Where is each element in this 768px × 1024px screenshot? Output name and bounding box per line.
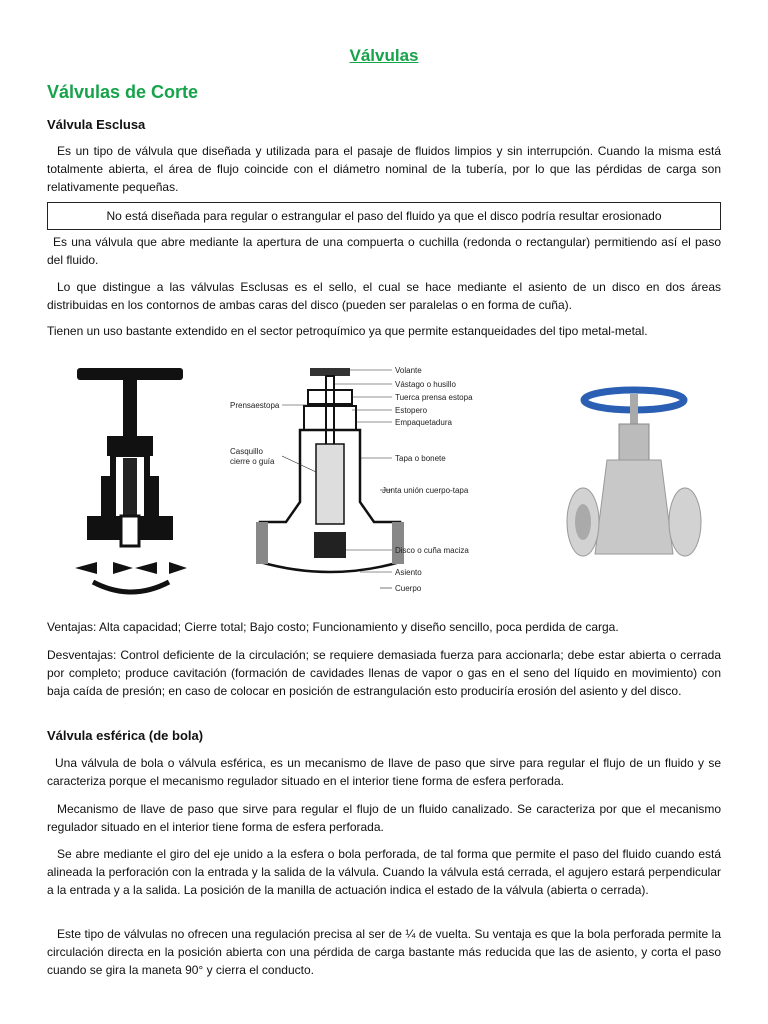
label-vastago: Vástago o husillo — [395, 380, 456, 389]
paragraph-8: Este tipo de válvulas no ofrecen una regulación precisa al ser de ¼ de vuelta. Su ventaja es que la bola perforada permite la circulación directa en la posición abierta con una pérdida de carga bastante más reducida que las de asiento, y corta el paso cuando se gira la maneta 90° y cierra el conducto. — [47, 927, 721, 977]
gate-valve-section-figure — [73, 366, 189, 598]
label-empaquetadura: Empaquetadura — [395, 418, 452, 427]
gate-valve-photo — [561, 384, 707, 574]
label-estopero: Estopero — [395, 406, 428, 415]
desventajas: Desventajas: Control deficiente de la circulación; se requiere demasiada fuerza para accionarla; debe estar abierta o cerrada por completo; produce cavitación (formación de cavidades llenas de vapor o gas en el seno del líquido en movimiento) con baja caída de presión; en caso de colocar en posición de estrangulación esto produciría erosión del asiento y del disco. — [47, 648, 721, 698]
paragraph-2: Es una válvula que abre mediante la apertura de una compuerta o cuchilla (redonda o rectangular) permitiendo así el paso del fluido. — [47, 235, 721, 267]
section-heading: Válvulas de Corte — [47, 82, 199, 102]
paragraph-7: Se abre mediante el giro del eje unido a la esfera o bola perforada, de tal forma que permite el paso del fluido cuando está alineada la perforación con la entrada y la salida de la válvula. Cuando la válvula está cerrada, el agujero estará perpendicular a la entrada y a la salida. La posición de la manilla de actuación indica el estado de la válvula (abierta o cerrada). — [47, 847, 721, 897]
paragraph-6: Mecanismo de llave de paso que sirve para regular el flujo de un fluido canalizado. Se caracteriza por que el mecanismo regulador situado en el interior tiene forma de esfera perforada. — [47, 802, 721, 834]
subsection-heading-bola: Válvula esférica (de bola) — [47, 728, 204, 743]
paragraph-5: Una válvula de bola o válvula esférica, es un mecanismo de llave de paso que sirve para regular el flujo de un fluido y se caracteriza porque el mecanismo regulador situado en el interior tiene forma de esfera perforada. — [47, 756, 721, 788]
subsection-heading-esclusa: Válvula Esclusa — [47, 117, 146, 132]
label-volante: Volante — [395, 366, 422, 375]
paragraph-1: Es un tipo de válvula que diseñada y utilizada para el pasaje de fluidos limpios y sin interrupción. Cuando la misma está totalmente abierta, el área de flujo coincide con el diámetro nominal de la tubería, por lo que las pérdidas de carga son relativamente pequeñas. — [47, 144, 721, 194]
label-asiento: Asiento — [395, 568, 422, 577]
label-disco: Disco o cuña maciza — [395, 546, 469, 555]
label-tuerca: Tuerca prensa estopa — [395, 393, 473, 402]
label-casquillo: Casquillo — [230, 447, 263, 456]
label-tapa: Tapa o bonete — [395, 454, 446, 463]
label-junta: Junta unión cuerpo-tapa — [382, 486, 469, 495]
page-title: Válvulas — [349, 46, 419, 65]
label-prensaestopa: Prensaestopa — [230, 401, 280, 410]
note-box: No está diseñada para regular o estrangular el paso del fluido ya que el disco podría resultar erosionado — [47, 202, 721, 230]
label-casquillo-2: cierre o guía — [230, 457, 275, 466]
paragraph-4: Tienen un uso bastante extendido en el sector petroquímico ya que permite estanqueidades del tipo metal-metal. — [47, 324, 648, 338]
label-cuerpo: Cuerpo — [395, 584, 422, 593]
paragraph-3: Lo que distingue a las válvulas Esclusas es el sello, el cual se hace mediante el asiento de un disco en dos áreas distribuidas en los contornos de ambas caras del disco (pueden ser paralelas o en forma de cuña). — [47, 280, 721, 312]
gate-valve-labeled-diagram — [230, 362, 480, 600]
ventajas: Ventajas: Alta capacidad; Cierre total; Bajo costo; Funcionamiento y diseño sencillo, poca perdida de carga. — [47, 620, 619, 634]
